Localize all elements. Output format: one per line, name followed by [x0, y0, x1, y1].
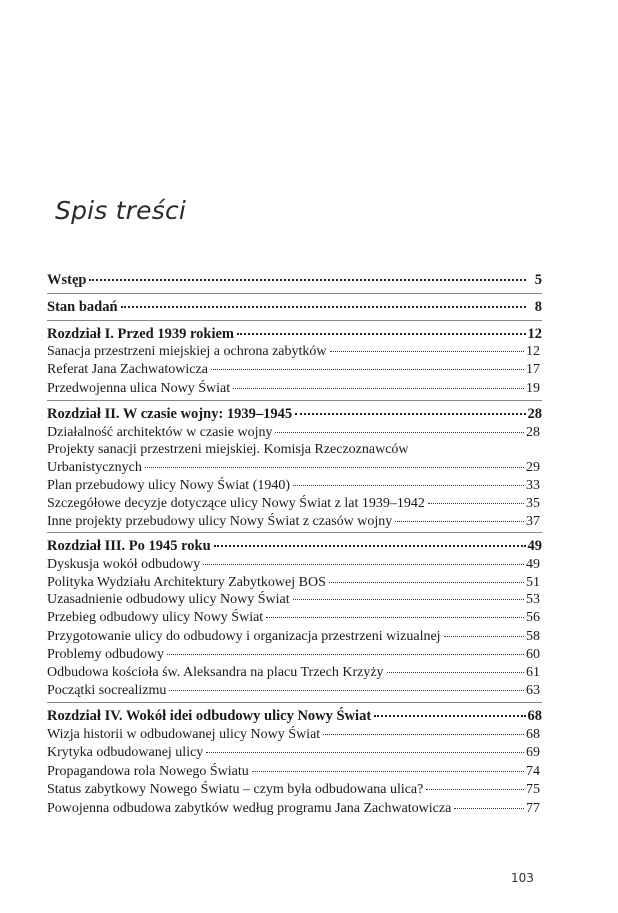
toc-entry[interactable]	[47, 361, 540, 378]
toc-entry-state-of-research[interactable]	[47, 299, 542, 316]
page-title: Spis treści	[55, 196, 187, 225]
toc-entry-label: Uzasadnienie odbudowy ulicy Nowy Świat	[47, 592, 290, 607]
section-divider	[47, 400, 542, 401]
dot-leader	[211, 369, 524, 370]
toc-entry-page: 28	[526, 425, 540, 440]
toc-entry-page: 49	[526, 557, 540, 572]
toc-entry[interactable]	[47, 763, 540, 780]
toc-entry-page: 35	[526, 496, 540, 511]
dot-leader	[214, 545, 526, 547]
toc-entry-label: Przedwojenna ulica Nowy Świat	[47, 381, 231, 396]
toc-entry-label: Problemy odbudowy	[47, 647, 165, 662]
dot-leader	[206, 752, 524, 753]
dot-leader	[89, 279, 526, 281]
toc-entry[interactable]	[47, 574, 540, 591]
toc-entry-label-line1: Projekty sanacji przestrzeni miejskiej. Komisja Rzeczoznawców	[47, 442, 409, 457]
toc-entry-label: Przygotowanie ulicy do odbudowy i organizacja przestrzeni wizualnej	[47, 629, 441, 644]
dot-leader	[145, 467, 524, 468]
toc-entry-page: 33	[526, 478, 540, 493]
dot-leader	[329, 582, 524, 583]
toc-entry-page: 77	[526, 801, 540, 816]
toc-entry-label: Urbanistycznych	[47, 460, 142, 475]
toc-entry-page: 19	[526, 381, 540, 396]
dot-leader	[454, 808, 524, 809]
toc-entry-page: 74	[526, 764, 540, 779]
toc-entry-label: Przebieg odbudowy ulicy Nowy Świat	[47, 610, 264, 625]
toc-chapter-3[interactable]	[47, 538, 542, 555]
toc-entry-page: 58	[526, 629, 540, 644]
toc-entry-page: 49	[527, 538, 542, 554]
toc-entry-intro[interactable]	[47, 272, 542, 289]
toc-entry[interactable]	[47, 343, 540, 360]
toc-chapter-2[interactable]	[47, 406, 542, 423]
toc-entry-page: 12	[526, 344, 540, 359]
dot-leader	[203, 564, 524, 565]
toc-entry-label: Krytyka odbudowanej ulicy	[47, 745, 204, 760]
toc-entry-label: Rozdział I. Przed 1939 rokiem	[47, 326, 234, 342]
toc-entry-page: 69	[526, 745, 540, 760]
toc-entry[interactable]	[47, 513, 540, 530]
toc-entry[interactable]	[47, 495, 540, 512]
section-divider	[47, 702, 542, 703]
toc-entry-label: Szczegółowe decyzje dotyczące ulicy Nowy Świat z lat 1939–1942	[47, 496, 425, 511]
toc-entry[interactable]	[47, 628, 540, 645]
toc-entry[interactable]	[47, 726, 540, 743]
dot-leader	[426, 789, 524, 790]
toc-entry-label: Polityka Wydziału Architektury Zabytkowej BOS	[47, 575, 326, 590]
toc-entry-page: 28	[527, 406, 542, 422]
dot-leader	[233, 388, 524, 389]
dot-leader	[330, 351, 525, 352]
dot-leader	[275, 432, 524, 433]
toc-entry-label: Plan przebudowy ulicy Nowy Świat (1940)	[47, 478, 291, 493]
section-divider	[47, 320, 542, 321]
dot-leader	[252, 771, 524, 772]
dot-leader	[374, 715, 525, 717]
toc-entry[interactable]	[47, 682, 540, 699]
page-number: 103	[511, 871, 534, 885]
toc-entry-label: Referat Jana Zachwatowicza	[47, 362, 208, 377]
toc-entry-label: Inne projekty przebudowy ulicy Nowy Świat z czasów wojny	[47, 514, 393, 529]
toc-entry-label: Status zabytkowy Nowego Światu – czym była odbudowana ulica?	[47, 782, 424, 797]
toc-entry-page: 53	[526, 592, 540, 607]
section-divider	[47, 532, 542, 533]
section-divider	[47, 293, 542, 294]
toc-entry[interactable]	[47, 380, 540, 397]
dot-leader	[237, 333, 526, 335]
toc-entry[interactable]	[47, 477, 540, 494]
toc-chapter-1[interactable]	[47, 326, 542, 343]
toc-entry[interactable]	[47, 609, 540, 626]
toc-entry[interactable]	[47, 664, 540, 681]
toc-entry-label: Rozdział III. Po 1945 roku	[47, 538, 211, 554]
dot-leader	[428, 503, 524, 504]
toc-entry-page: 29	[526, 460, 540, 475]
toc-entry[interactable]	[47, 556, 540, 573]
toc-entry-label: Dyskusja wokół odbudowy	[47, 557, 201, 572]
toc-entry-label: Stan badań	[47, 299, 118, 315]
dot-leader	[266, 617, 524, 618]
toc-entry-page: 63	[526, 683, 540, 698]
toc-entry-label: Rozdział II. W czasie wojny: 1939–1945	[47, 406, 293, 422]
toc-entry-page: 37	[526, 514, 540, 529]
dot-leader	[293, 485, 524, 486]
toc-entry-label: Rozdział IV. Wokół idei odbudowy ulicy Nowy Świat	[47, 708, 372, 724]
toc-entry[interactable]	[47, 646, 540, 663]
toc-entry[interactable]	[47, 424, 540, 441]
toc-entry[interactable]	[47, 744, 540, 761]
toc-entry-page: 68	[526, 727, 540, 742]
dot-leader	[121, 306, 526, 308]
dot-leader	[444, 636, 524, 637]
toc-entry[interactable]	[47, 459, 540, 476]
toc-chapter-4[interactable]	[47, 708, 542, 725]
dot-leader	[395, 521, 524, 522]
toc-entry-page: 75	[526, 782, 540, 797]
toc-entry-page: 5	[534, 272, 542, 288]
toc-entry-label: Sanacja przestrzeni miejskiej a ochrona zabytków	[47, 344, 327, 359]
toc-entry[interactable]	[47, 800, 540, 817]
dot-leader	[293, 599, 524, 600]
toc-entry-label: Początki socrealizmu	[47, 683, 167, 698]
toc-entry-label: Odbudowa kościoła św. Aleksandra na placu Trzech Krzyży	[47, 665, 384, 680]
toc-entry-page: 61	[526, 665, 540, 680]
dot-leader	[323, 734, 524, 735]
toc-entry-page: 8	[534, 299, 542, 315]
toc-entry-label: Propagandowa rola Nowego Światu	[47, 764, 249, 779]
toc-entry[interactable]	[47, 781, 540, 798]
toc-entry[interactable]	[47, 591, 540, 608]
toc-entry-page: 17	[526, 362, 540, 377]
toc-entry-page: 51	[526, 575, 540, 590]
toc-entry-page: 12	[527, 326, 542, 342]
dot-leader	[169, 690, 524, 691]
toc-entry-page: 60	[526, 647, 540, 662]
dot-leader	[167, 654, 524, 655]
toc-entry-label: Wstęp	[47, 272, 87, 288]
toc-entry-label: Powojenna odbudowa zabytków według programu Jana Zachwatowicza	[47, 801, 452, 816]
toc-entry-label: Wizja historii w odbudowanej ulicy Nowy Świat	[47, 727, 321, 742]
toc-entry-page: 56	[526, 610, 540, 625]
toc-entry-label: Działalność architektów w czasie wojny	[47, 425, 273, 440]
dot-leader	[387, 672, 524, 673]
toc-entry-page: 68	[527, 708, 542, 724]
dot-leader	[295, 413, 525, 415]
